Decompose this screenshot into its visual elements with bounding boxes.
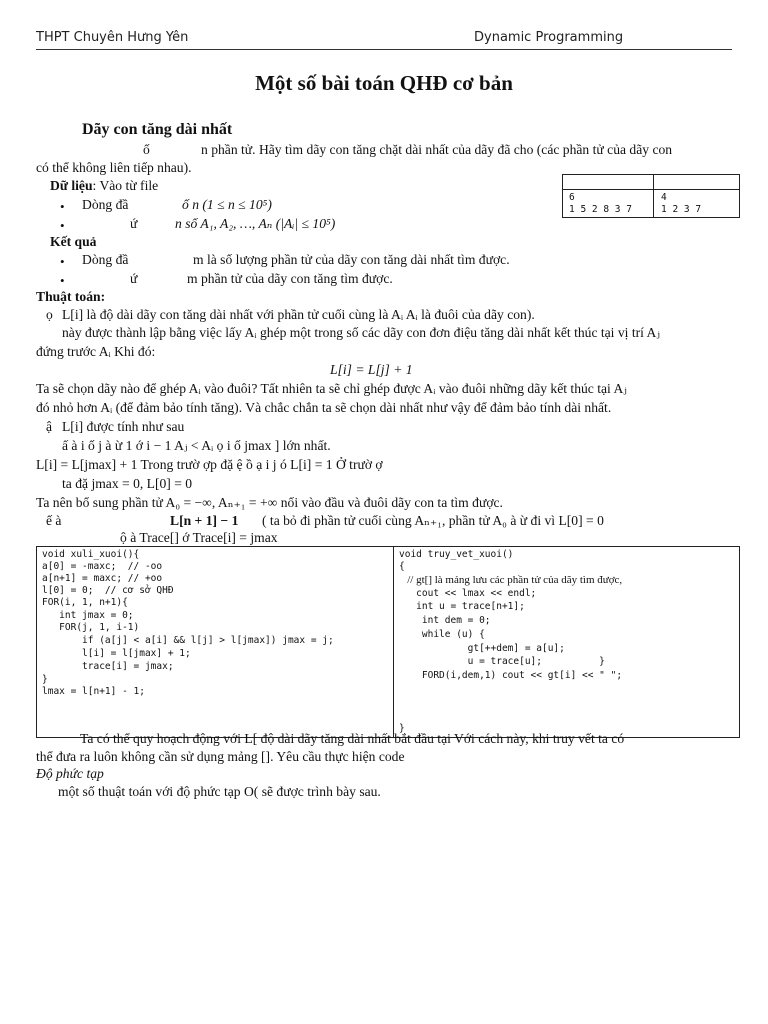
code-right-line: } bbox=[399, 723, 405, 734]
code-right-line: cout << lmax << endl; bbox=[399, 588, 537, 599]
code-left-line: l[i] = l[jmax] + 1; bbox=[42, 648, 191, 659]
sample-divider bbox=[653, 175, 654, 217]
bullet-icon: • bbox=[60, 254, 65, 269]
code-right-line: while (u) { bbox=[399, 629, 485, 640]
sample-input-line2: 1 5 2 8 3 7 bbox=[569, 204, 632, 215]
code-right-line: gt[++dem] = a[u]; bbox=[399, 643, 565, 654]
complexity-paragraph: một số thuật toán với độ phức tạp O( sẽ được trình bày sau. bbox=[58, 784, 381, 799]
code-left-line: FOR(i, 1, n+1){ bbox=[42, 597, 128, 608]
output-bullet1-b: m là số lượng phần tử của dãy con tăng dài nhất tìm được. bbox=[193, 252, 510, 267]
section-title: Dãy con tăng dài nhất bbox=[82, 121, 233, 138]
problem-line1-fragment: ố bbox=[143, 142, 150, 157]
sample-header-line bbox=[563, 189, 739, 190]
code-right-line: u = trace[u]; } bbox=[399, 656, 605, 667]
input-bullet2-b: n số A₁, A₂, …, Aₙ (|Aᵢ| ≤ 10⁵) bbox=[175, 216, 336, 231]
output-label: Kết quả bbox=[50, 234, 97, 249]
algorithm-line1: L[i] là độ dài dãy con tăng dài nhất với phần tử cuối cùng là Aᵢ Aᵢ là đuôi của dãy con). bbox=[62, 307, 535, 322]
paragraph-line1: Ta có thể quy hoạch động với L[ độ dài dãy tăng dài nhất bắt đầu tại Với cách này, khi truy vết ta có bbox=[80, 731, 625, 746]
sample-input-line1: 6 bbox=[569, 192, 575, 203]
problem-line2: có thể không liên tiếp nhau). bbox=[36, 160, 192, 175]
algorithm-line6-fragment: ậ bbox=[46, 419, 53, 434]
bullet-icon: • bbox=[60, 199, 65, 214]
input-bullet2-a: ứ bbox=[130, 216, 138, 231]
code-left-line: a[n+1] = maxc; // +oo bbox=[42, 573, 163, 584]
code-right-line: void truy_vet_xuoi() bbox=[399, 549, 514, 560]
problem-line1: n phần tử. Hãy tìm dãy con tăng chặt dài nhất của dãy đã cho (các phần tử của dãy con bbox=[201, 142, 673, 157]
output-bullet2-a: ứ bbox=[130, 271, 138, 286]
algorithm-line2: này được thành lập bằng việc lấy Aᵢ ghép một trong số các dãy con đơn điệu tăng dài nhất kết thúc tại vị trí Aⱼ bbox=[62, 325, 660, 340]
code-left-line: a[0] = -maxc; // -oo bbox=[42, 561, 163, 572]
algorithm-line11-a: ế à bbox=[46, 513, 62, 528]
algorithm-line6: L[i] được tính như sau bbox=[62, 419, 185, 434]
paragraph-line2: thể đưa ra luôn không cần sử dụng mảng []. Yêu cầu thực hiện code bbox=[36, 749, 405, 764]
algorithm-line4: Ta sẽ chọn dãy nào để ghép Aᵢ vào đuôi? Tất nhiên ta sẽ chỉ ghép được Aᵢ vào đuôi những dãy kết thúc tại Aⱼ bbox=[36, 381, 627, 396]
sample-output-line2: 1 2 3 7 bbox=[661, 204, 702, 215]
header-school: THPT Chuyên Hưng Yên bbox=[36, 30, 189, 45]
page-title: Một số bài toán QHĐ cơ bản bbox=[255, 71, 513, 95]
code-divider bbox=[393, 547, 394, 737]
formula-recurrence: L[i] = L[j] + 1 bbox=[330, 362, 413, 377]
code-left-line: l[0] = 0; // cơ sở QHĐ bbox=[42, 585, 174, 596]
algorithm-line8: L[i] = L[jmax] + 1 Trong trườ ợp đặ ệ ồ ạ i j ó L[i] = 1 Ở trườ ợ bbox=[36, 457, 383, 472]
algorithm-line3: đứng trước Aᵢ Khi đó: bbox=[36, 344, 156, 359]
code-left-line: void xuli_xuoi(){ bbox=[42, 549, 140, 560]
algorithm-label: Thuật toán: bbox=[36, 289, 106, 304]
input-label: Dữ liệu bbox=[50, 178, 93, 193]
input-desc: : Vào từ file bbox=[92, 178, 159, 193]
algorithm-line1-fragment: ọ bbox=[46, 307, 53, 322]
code-right-line: int dem = 0; bbox=[399, 615, 491, 626]
code-right-line: { bbox=[399, 561, 405, 572]
code-left-line: FOR(j, 1, i-1) bbox=[42, 622, 140, 633]
input-bullet1-a: Dòng đầ bbox=[82, 197, 129, 212]
sample-io-table bbox=[562, 174, 740, 218]
algorithm-line11-result: L[n + 1] − 1 bbox=[170, 513, 239, 528]
algorithm-line7: ấ à i ố j à ừ 1 ớ i − 1 Aⱼ < Aᵢ ọ i ố jmax ] lớn nhất. bbox=[62, 438, 331, 453]
code-left-line: int jmax = 0; bbox=[42, 610, 134, 621]
code-box bbox=[36, 546, 740, 738]
algorithm-line11-c: ( ta bỏ đi phần tử cuối cùng Aₙ₊₁, phần tử A₀ à ừ đi vì L[0] = 0 bbox=[262, 513, 604, 528]
algorithm-line10: Ta nên bổ sung phần tử A₀ = −∞, Aₙ₊₁ = +∞ nối vào đầu và đuôi dãy con ta tìm được. bbox=[36, 495, 503, 510]
bullet-icon: • bbox=[60, 218, 65, 233]
algorithm-line12: ộ à Trace[] ớ Trace[i] = jmax bbox=[120, 530, 278, 545]
output-bullet1-a: Dòng đầ bbox=[82, 252, 129, 267]
input-bullet1-b: ố n (1 ≤ n ≤ 10⁵) bbox=[182, 197, 272, 212]
code-left-line: lmax = l[n+1] - 1; bbox=[42, 686, 145, 697]
sample-output-line1: 4 bbox=[661, 192, 667, 203]
code-left-line: if (a[j] < a[i] && l[j] > l[jmax]) jmax = j; bbox=[42, 635, 334, 646]
bullet-icon: • bbox=[60, 273, 65, 288]
code-right-line: FORD(i,dem,1) cout << gt[i] << " "; bbox=[399, 670, 623, 681]
code-left-line: } bbox=[42, 674, 48, 685]
header-topic: Dynamic Programming bbox=[474, 30, 624, 45]
header-divider bbox=[36, 49, 732, 50]
input-heading bbox=[50, 178, 158, 194]
code-right-line: int u = trace[n+1]; bbox=[399, 601, 525, 612]
output-bullet2-b: m phần tử của dãy con tăng tìm được. bbox=[187, 271, 393, 286]
code-left-line: trace[i] = jmax; bbox=[42, 661, 174, 672]
code-right-comment: // gt[] là mảng lưu các phần tử của dãy tìm được, bbox=[399, 574, 623, 586]
algorithm-line5: đó nhỏ hơn Aᵢ (để đảm bảo tính tăng). Và chắc chắn ta sẽ chọn dài nhất như vậy để đảm bảo tính dài nhất. bbox=[36, 400, 612, 415]
algorithm-line9: ta đặ jmax = 0, L[0] = 0 bbox=[62, 476, 193, 491]
complexity-label: Độ phức tạp bbox=[36, 766, 104, 781]
